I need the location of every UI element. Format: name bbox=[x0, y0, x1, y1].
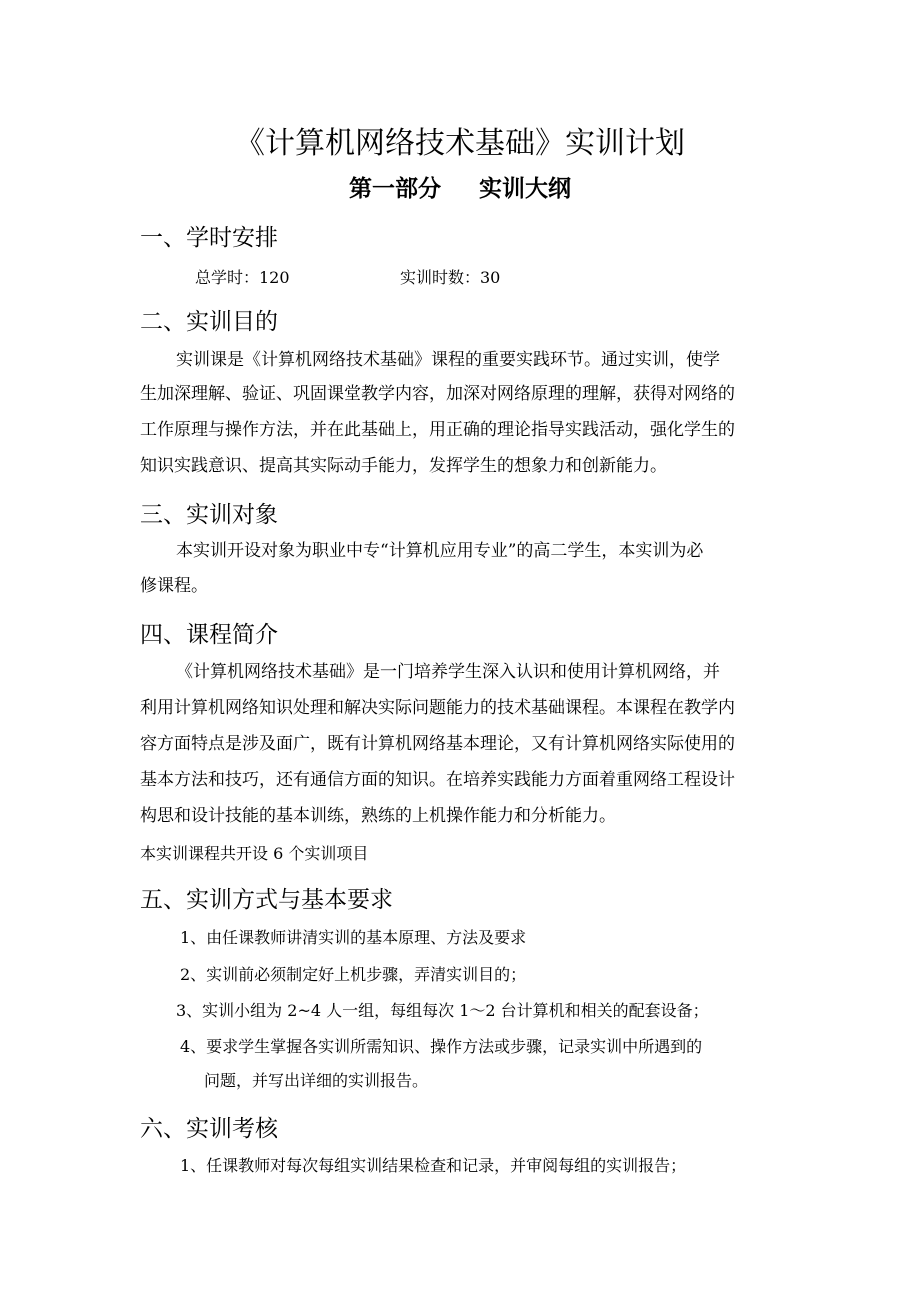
paragraph-line: 修课程。 bbox=[140, 576, 208, 596]
project-count-line: 本实训课程共开设 6 个实训项目 bbox=[140, 844, 369, 863]
section-heading-purpose: 二、实训目的 bbox=[140, 309, 278, 335]
total-hours: 总学时：120 bbox=[195, 268, 290, 287]
paragraph-line: 容方面特点是涉及面广，既有计算机网络基本理论，又有计算机网络实际使用的 bbox=[140, 734, 735, 754]
part-heading bbox=[0, 170, 920, 203]
paragraph-line: 利用计算机网络知识处理和解决实际问题能力的技术基础课程。本课程在教学内 bbox=[140, 698, 735, 718]
section-heading-schedule: 一、学时安排 bbox=[140, 225, 278, 251]
document-title: 《计算机网络技术基础》实训计划 bbox=[235, 126, 685, 161]
section-heading-assessment: 六、实训考核 bbox=[140, 1116, 278, 1142]
list-item: 1、由任课教师讲清实训的基本原理、方法及要求 bbox=[180, 928, 527, 947]
part-title: 实训大纲 bbox=[479, 176, 571, 202]
list-item: 4、要求学生掌握各实训所需知识、操作方法或步骤，记录实训中所遇到的 bbox=[180, 1037, 703, 1056]
section-heading-methods: 五、实训方式与基本要求 bbox=[140, 887, 393, 913]
paragraph-line: 《计算机网络技术基础》是一门培养学生深入认识和使用计算机网络，并 bbox=[176, 662, 720, 682]
list-item-continuation: 问题，并写出详细的实训报告。 bbox=[204, 1071, 429, 1090]
practice-hours: 实训时数：30 bbox=[400, 268, 501, 287]
section-heading-audience: 三、实训对象 bbox=[140, 502, 278, 528]
list-item: 3、实训小组为 2~4 人一组，每组每次 1～2 台计算机和相关的配套设备； bbox=[176, 1001, 709, 1020]
paragraph-line: 构思和设计技能的基本训练，熟练的上机操作能力和分析能力。 bbox=[140, 806, 616, 826]
paragraph-line: 实训课是《计算机网络技术基础》课程的重要实践环节。通过实训，使学 bbox=[176, 350, 720, 370]
section-heading-introduction: 四、课程简介 bbox=[140, 622, 278, 648]
list-item: 1、任课教师对每次每组实训结果检查和记录，并审阅每组的实训报告； bbox=[180, 1156, 687, 1175]
list-item: 2、实训前必须制定好上机步骤，弄清实训目的； bbox=[180, 965, 527, 984]
paragraph-line: 工作原理与操作方法，并在此基础上，用正确的理论指导实践活动，强化学生的 bbox=[140, 420, 735, 440]
paragraph-line: 本实训开设对象为职业中专“计算机应用专业”的高二学生，本实训为必 bbox=[176, 541, 704, 561]
paragraph-line: 知识实践意识、提高其实际动手能力，发挥学生的想象力和创新能力。 bbox=[140, 456, 667, 476]
paragraph-line: 基本方法和技巧，还有通信方面的知识。在培养实践能力方面着重网络工程设计 bbox=[140, 770, 735, 790]
part-label: 第一部分 bbox=[349, 176, 441, 202]
paragraph-line: 生加深理解、验证、巩固课堂教学内容，加深对网络原理的理解，获得对网络的 bbox=[140, 384, 735, 404]
